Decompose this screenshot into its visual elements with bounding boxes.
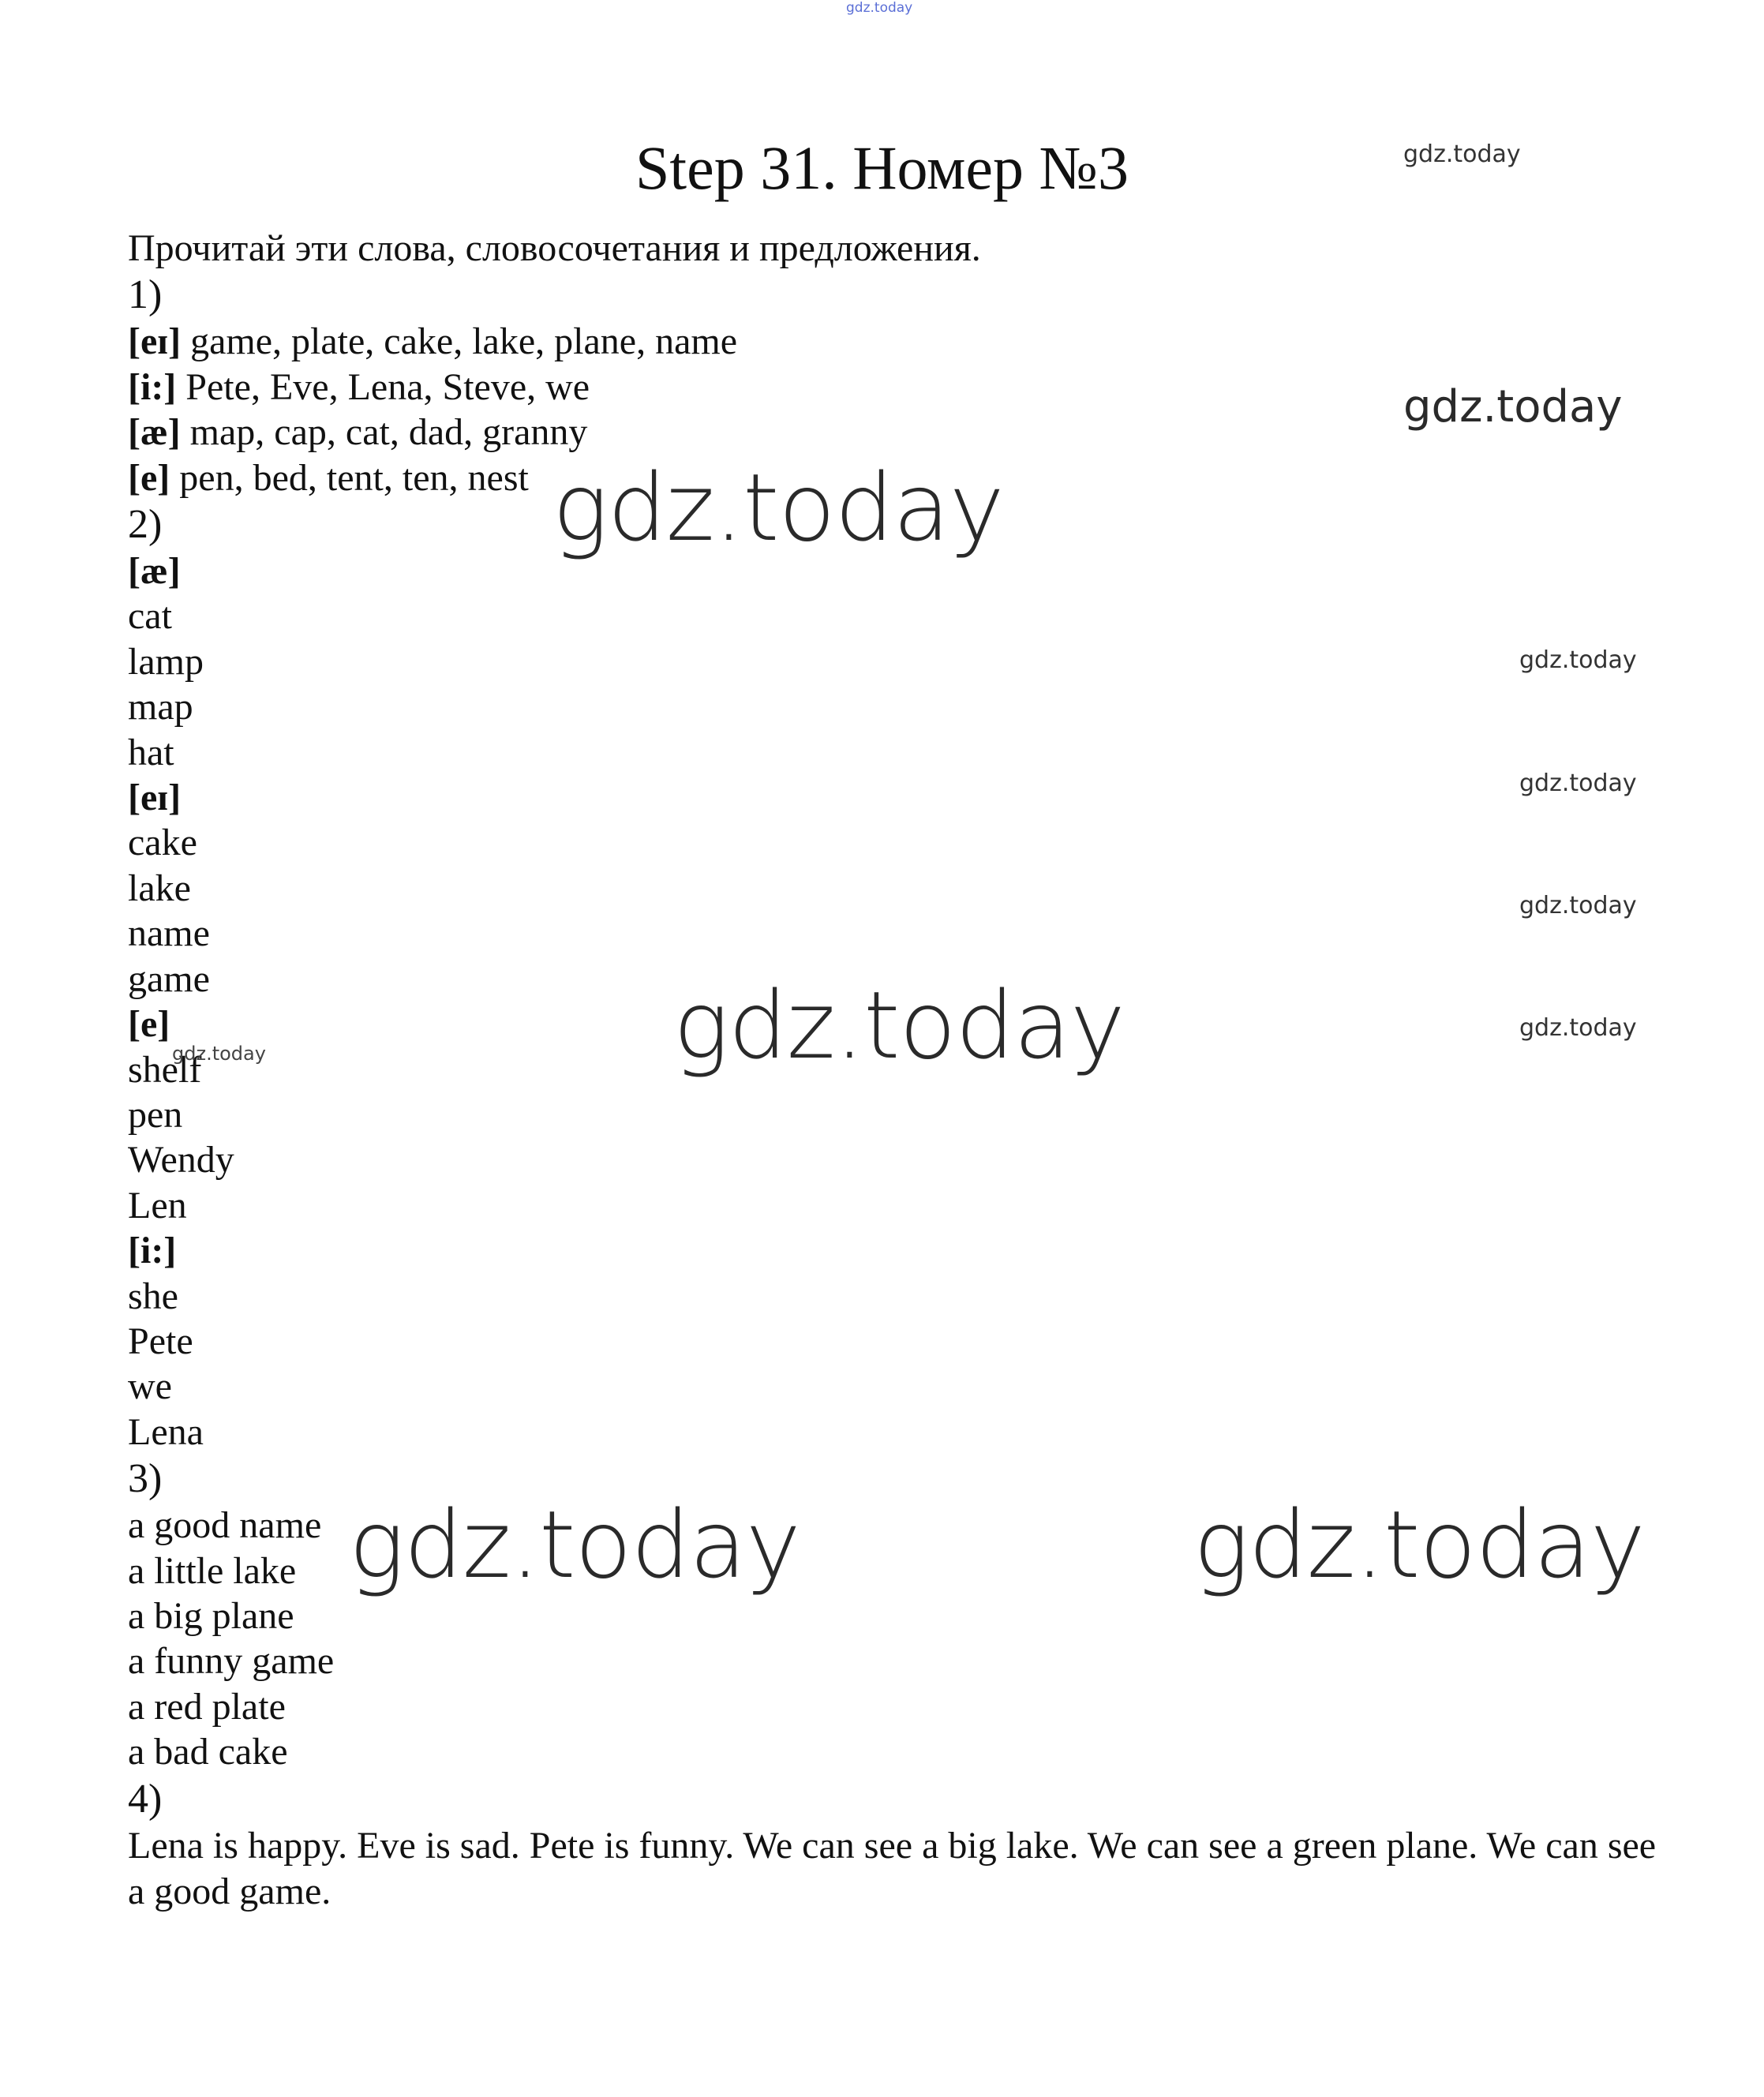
phonetic-symbol: [e] (128, 456, 170, 499)
part-label: 1) (128, 272, 163, 318)
phonetic-symbol: [eɪ] (128, 320, 182, 363)
watermark: gdz.today (1519, 646, 1637, 674)
sound-row (128, 319, 1667, 364)
phonetic-symbol: [eɪ] (128, 777, 182, 819)
phrase: a big plane (128, 1594, 294, 1637)
word: cat (128, 595, 172, 638)
phonetic-symbol: [i:] (128, 1230, 177, 1272)
word: shelf (128, 1048, 202, 1091)
word: Lena (128, 1410, 204, 1453)
word-list: pen, bed, tent, ten, nest (170, 456, 529, 499)
phrase: a little lake (128, 1549, 297, 1592)
word: Wendy (128, 1139, 234, 1181)
watermark: gdz.today (1193, 1490, 1645, 1599)
word: Pete (128, 1320, 193, 1362)
word: hat (128, 731, 174, 773)
sentences-paragraph: Lena is happy. Eve is sad. Pete is funny. We can see a big lake. We can see a green plane. We can see a good game. (128, 1824, 1657, 1912)
watermark: gdz.today (552, 453, 1004, 562)
phonetic-symbol: [æ] (128, 550, 181, 593)
word: she (128, 1275, 178, 1317)
word: lake (128, 867, 191, 909)
part-label: 2) (128, 502, 163, 548)
watermark: gdz.today (673, 971, 1125, 1080)
word-list: Pete, Eve, Lena, Steve, we (176, 365, 590, 408)
word: we (128, 1365, 172, 1408)
word: Len (128, 1184, 187, 1226)
watermark: gdz.today (349, 1490, 800, 1599)
word: map (128, 686, 193, 728)
word: lamp (128, 640, 204, 683)
page-title: Step 31. Номер №3 (635, 133, 1129, 202)
watermark: gdz.today (1519, 770, 1637, 797)
phrase: a good name (128, 1504, 322, 1547)
phonetic-symbol: [æ] (128, 411, 181, 454)
instruction-text: Прочитай эти слова, словосочетания и предложения. (128, 227, 981, 269)
sound-row (128, 410, 1667, 455)
watermark: gdz.today (1519, 1014, 1637, 1042)
sound-row (128, 365, 1667, 410)
watermark: gdz.today (846, 0, 913, 16)
part-label: 4) (128, 1776, 163, 1822)
word: pen (128, 1093, 183, 1136)
word-list: map, cap, cat, dad, granny (180, 411, 588, 454)
phrase: a red plate (128, 1685, 286, 1728)
watermark: gdz.today (1403, 381, 1623, 433)
word-list: game, plate, cake, lake, plane, name (181, 320, 738, 363)
watermark: gdz.today (1519, 892, 1637, 919)
word: game (128, 957, 210, 1000)
watermark: gdz.today (172, 1043, 266, 1065)
phrase: a funny game (128, 1640, 335, 1683)
word: name (128, 912, 210, 955)
phonetic-symbol: [i:] (128, 365, 177, 408)
watermark: gdz.today (1403, 140, 1521, 168)
phrase: a bad cake (128, 1731, 288, 1773)
phonetic-symbol: [e] (128, 1003, 170, 1046)
word: cake (128, 822, 197, 864)
part-label: 3) (128, 1456, 163, 1502)
